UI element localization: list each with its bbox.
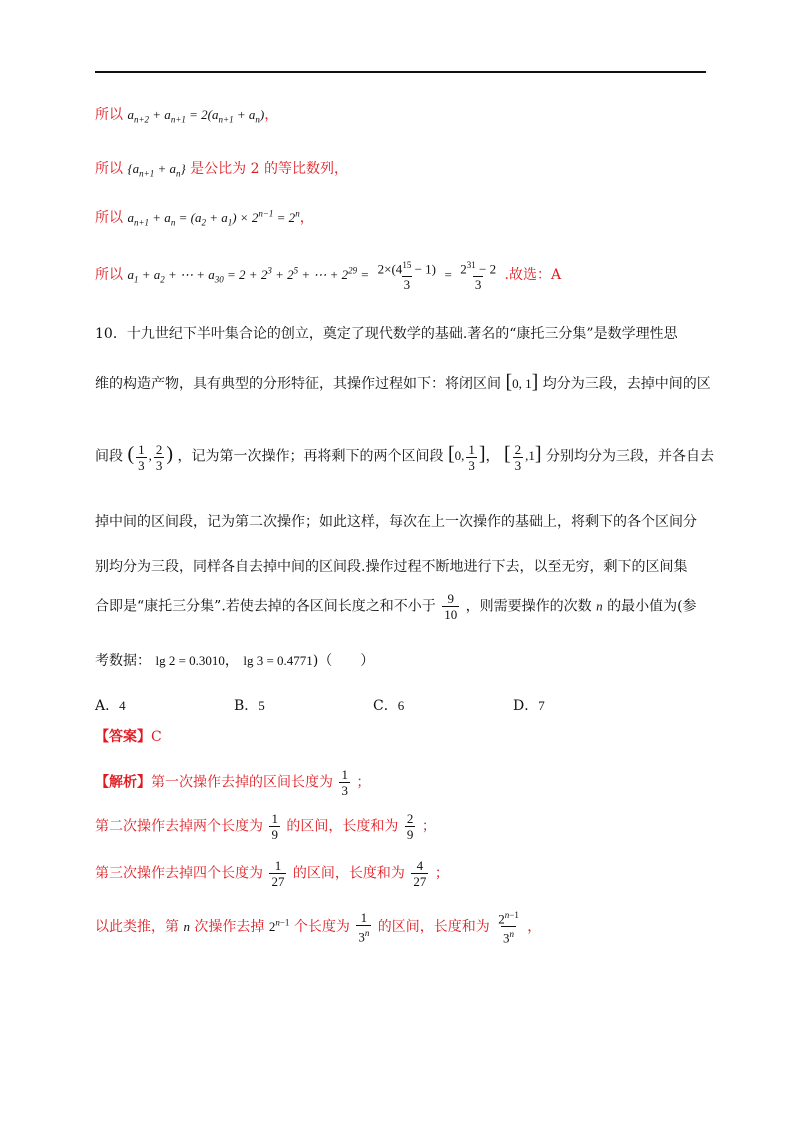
analysis-tag: 【解析】 — [95, 774, 151, 791]
analysis-line-1: 【解析】第一次操作去掉的区间长度为 $\frac{1}{3}$ ； — [95, 767, 371, 798]
math-fraction-1-9: $\frac{1}{9}$ — [271, 811, 278, 842]
question-line-3: 间段 ( $\frac{1}{3}$ , $\frac{2}{3}$ ) ，记为第一次操作；再将剩下的两个区间段 [0, $\frac{1}{3}$ ]， [ $\frac{2}{3}$ ,1] 分别均分为三段，并各自去 — [95, 442, 715, 473]
question-line-6: 合即是“康托三分集”.若使去掉的各区间长度之和不小于 $\frac{9}{10}$ ，则需要操作的次数 n 的最小值为(参 — [95, 591, 697, 622]
math-n: n — [183, 918, 190, 934]
math-fraction-4-27: $\frac{4}{27}$ — [413, 858, 427, 889]
math-fraction-1-27: $\frac{1}{27}$ — [271, 858, 285, 889]
answer-value: C — [151, 729, 162, 745]
math-power-count: $2^{n-1}$ — [268, 917, 290, 934]
option-d[interactable]: D．7 — [513, 698, 545, 714]
option-c[interactable]: C．6 — [373, 698, 405, 714]
math-fraction-2n-3n: $\frac{2^{n-1}}{3^n}$ — [498, 910, 519, 946]
solution-line-1: 所以 $a_{n+2} + a_{n+1} = 2(a_{n+1} + a_n)$， — [95, 107, 279, 125]
math-sum-frac-2: $\frac{2^{31} - 2}{3}$ — [460, 260, 497, 293]
option-a[interactable]: A．4 — [95, 698, 126, 714]
answer-tag: 【答案】 — [95, 729, 151, 745]
math-fraction-1-3n: $\frac{1}{3^n}$ — [358, 909, 370, 944]
math-fraction-1-3: $\frac{1}{3}$ — [341, 767, 348, 798]
reference-lg3: lg 3 = 0.4771 — [243, 653, 313, 668]
question-line-7: 考数据： lg 2 = 0.3010， lg 3 = 0.4771)（ ） — [95, 653, 375, 669]
math-n: n — [596, 598, 603, 614]
analysis-line-2: 第二次操作去掉两个长度为 $\frac{1}{9}$ 的区间，长度和为 $\frac{2}{9}$ ； — [95, 811, 436, 842]
math-interval-right: [ $\frac{2}{3}$ ,1] — [504, 442, 542, 473]
math-fraction-2-9: $\frac{2}{9}$ — [406, 811, 414, 842]
math-interval-middle: ( $\frac{1}{3}$ , $\frac{2}{3}$ ) — [127, 442, 174, 473]
question-line-2: 维的构造产物，具有典型的分形特征，其操作过程如下：将闭区间 [0, 1] 均分为三段，去掉中间的区 — [95, 371, 711, 393]
solution-line-2: 所以 $\{a_{n+1} + a_n\}$ 是公比为 2 的等比数列， — [95, 161, 348, 179]
question-line-1: 10．十九世纪下半叶集合论的创立，奠定了现代数学的基础.著名的“康托三分集”是数学理性思 — [95, 326, 678, 342]
math-fraction-9-10: $\frac{9}{10}$ — [444, 591, 458, 622]
math-sum: $a_1 + a_2$ + ⋯ + $a_{30} = 2 + 2^3 + 2^5$ + ⋯ + $2^{29}$ = — [127, 265, 370, 285]
math-interval-left: [0, $\frac{1}{3}$ ] — [447, 442, 486, 473]
question-line-5: 别均分为三段，同样各自去掉中间的区间段.操作过程不断地进行下去，以至无穷，剩下的区间集 — [95, 559, 688, 575]
analysis-line-3: 第三次操作去掉四个长度为 $\frac{1}{27}$ 的区间，长度和为 $\frac{4}{27}$ ； — [95, 858, 449, 889]
math-sum-frac-1: $\frac{2\times(4^{15} - 1)}{3}$ — [377, 260, 436, 293]
math-interval-0-1: [0, 1] — [505, 371, 539, 393]
analysis-line-4: 以此类推，第 n 次操作去掉 $2^{n-1}$ 个长度为 $\frac{1}{3^n}$ 的区间，长度和为 $\frac{2^{n-1}}{3^n}$ ， — [95, 909, 542, 946]
option-b[interactable]: B．5 — [234, 698, 265, 714]
math-general-term: $a_{n+1} + a_n = (a_2 + a_1) \times 2^{n-1} = 2^n$ — [127, 208, 300, 228]
solution-line-3: 所以 $a_{n+1} + a_n = (a_2 + a_1) \times 2^{n-1} = 2^n$， — [95, 208, 314, 228]
answer-line — [95, 726, 162, 746]
header-rule — [95, 71, 706, 73]
question-line-4: 掉中间的区间段，记为第二次操作；如此这样，每次在上一次操作的基础上，将剩下的各个区间分 — [95, 514, 697, 530]
solution-line-4: 所以 $a_1 + a_2$ + ⋯ + $a_{30} = 2 + 2^3 + 2^5$ + ⋯ + $2^{29}$ = $\frac{2\times(4^{15} - 1)}{3}$ = $\frac{2^{31} - 2}{3}$ .故选：A — [95, 260, 562, 293]
math-sequence: $\{a_{n+1} + a_n\}$ — [127, 161, 186, 179]
math-recurrence: $a_{n+2} + a_{n+1} = 2(a_{n+1} + a_n)$ — [127, 107, 265, 125]
reference-lg2: lg 2 = 0.3010 — [155, 653, 225, 668]
